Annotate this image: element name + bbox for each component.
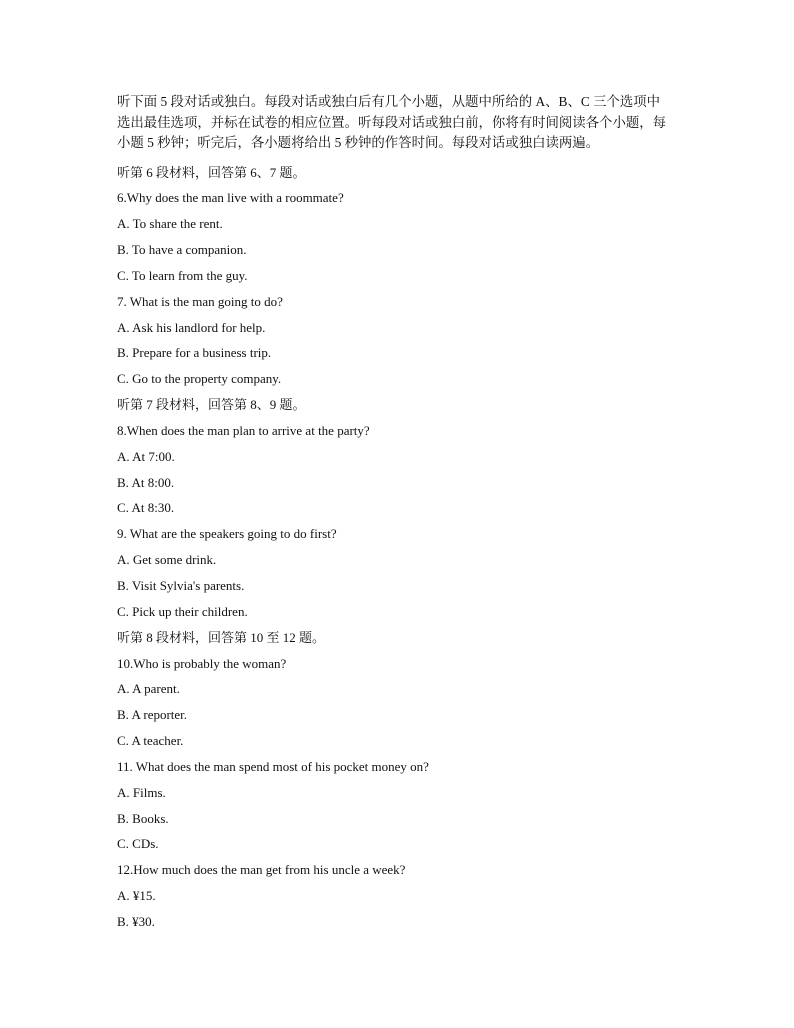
answer-option: B. Visit Sylvia's parents. (117, 578, 245, 593)
answer-option: A. Films. (117, 784, 166, 800)
question-stem: 6.Why does the man live with a roommate? (117, 190, 344, 206)
section-heading: 听第 8 段材料，回答第 10 至 12 题。 (117, 629, 326, 645)
question-list (117, 164, 682, 931)
instruction-line: 选出最佳选项，并标在试卷的相应位置。听每段对话或独白前，你将有时间阅读各个小题，每 (117, 114, 667, 130)
question-stem: 12.How much does the man get from his uncle a week? (117, 862, 406, 878)
answer-option: C. To learn from the guy. (117, 267, 248, 283)
section-instructions (117, 92, 682, 154)
answer-option: C. CDs. (117, 836, 159, 852)
document-page (117, 92, 682, 931)
answer-option: B. ¥30. (117, 913, 155, 929)
answer-option: A. A parent. (117, 681, 180, 697)
question-stem: 7. What is the man going to do? (117, 293, 283, 309)
answer-option: C. A teacher. (117, 733, 184, 749)
answer-option: B. To have a companion. (117, 242, 247, 258)
answer-option: C. Go to the property company. (117, 371, 282, 387)
answer-option: B. A reporter. (117, 707, 188, 723)
answer-option: C. At 8:30. (117, 500, 175, 516)
answer-option: A. Ask his landlord for help. (117, 319, 266, 335)
answer-option: B. At 8:00. (117, 474, 175, 490)
answer-option: C. Pick up their children. (117, 603, 248, 619)
answer-option: A. To share the rent. (117, 216, 223, 232)
answer-option: A. At 7:00. (117, 448, 175, 464)
section-heading: 听第 7 段材料，回答第 8、9 题。 (117, 397, 306, 413)
answer-option: A. ¥15. (117, 888, 156, 904)
answer-option: B. Prepare for a business trip. (117, 345, 272, 361)
answer-option: B. Books. (117, 810, 169, 826)
section-heading: 听第 6 段材料，回答第 6、7 题。 (117, 164, 306, 180)
question-stem: 8.When does the man plan to arrive at the party? (117, 422, 370, 438)
question-stem: 10.Who is probably the woman? (117, 655, 287, 671)
instruction-line: 听下面 5 段对话或独白。每段对话或独白后有几个小题，从题中所给的 A、B、C 三个选项中 (117, 94, 661, 109)
answer-option: A. Get some drink. (117, 552, 217, 568)
question-stem: 11. What does the man spend most of his pocket money on? (117, 758, 429, 774)
instruction-line: 小题 5 秒钟；听完后，各小题将给出 5 秒钟的作答时间。每段对话或独白读两遍。 (117, 135, 600, 150)
question-stem: 9. What are the speakers going to do first? (117, 526, 337, 542)
